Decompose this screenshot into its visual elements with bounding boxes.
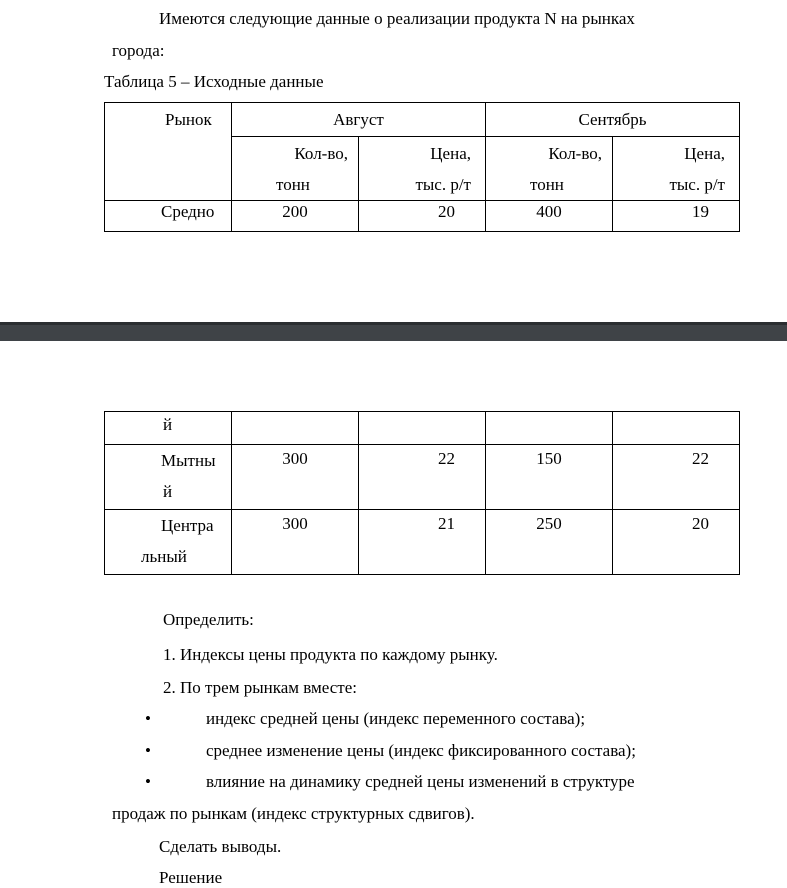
cell-sep-price-value: 19	[692, 202, 709, 221]
cell-sep-price	[613, 201, 740, 232]
cell-aug-qty-value: 200	[282, 202, 308, 221]
bullet-1-text: индекс средней цены (индекс переменного состава);	[206, 709, 586, 728]
cell-aug-price-value: 21	[438, 514, 455, 533]
cell-aug-qty-value: 300	[282, 514, 308, 533]
header-sep-price-l2: тыс. р/т	[669, 175, 725, 194]
solution-heading: Решение	[159, 868, 223, 887]
bullet-3-marker: •	[145, 772, 151, 791]
intro-line-2: города:	[112, 41, 165, 60]
header-sep-qty-l1: Кол-во,	[548, 144, 602, 163]
header-aug-price	[359, 137, 486, 201]
table-caption: Таблица 5 – Исходные данные	[104, 72, 324, 91]
row-name-line2: й	[163, 415, 173, 434]
task-item-1: 1. Индексы цены продукта по каждому рынку.	[163, 645, 498, 664]
header-sep-qty	[486, 137, 613, 201]
task-determine: Определить:	[163, 610, 254, 629]
cell-aug-qty	[232, 510, 359, 575]
bullet-3-text-line2: продаж по рынкам (индекс структурных сдвигов).	[112, 804, 475, 823]
header-sep-qty-l2: тонн	[530, 175, 564, 194]
row-name-line1: Средно	[161, 202, 215, 221]
bullet-3-text-line1: влияние на динамику средней цены изменений в структуре	[206, 772, 635, 791]
cell-sep-qty-value: 150	[536, 449, 562, 468]
task-conclusion: Сделать выводы.	[159, 837, 282, 856]
header-aug-price-l2: тыс. р/т	[415, 175, 471, 194]
header-market-label: Рынок	[165, 110, 212, 129]
bullet-1-marker: •	[145, 709, 151, 728]
cell-aug-price-value: 22	[438, 449, 455, 468]
empty-cell	[486, 412, 613, 445]
bullet-2-marker: •	[145, 741, 151, 760]
intro-line-1: Имеются следующие данные о реализации продукта N на рынках	[159, 9, 635, 28]
empty-cell	[613, 412, 740, 445]
cell-sep-qty	[486, 201, 613, 232]
header-august-label: Август	[333, 110, 384, 129]
cell-sep-qty-value: 250	[536, 514, 562, 533]
row-name-line2: й	[163, 482, 173, 501]
header-aug-qty-l1: Кол-во,	[294, 144, 348, 163]
header-sep-price	[613, 137, 740, 201]
page-break-divider	[0, 322, 787, 341]
cell-aug-qty-value: 300	[282, 449, 308, 468]
row-name-line1: Центра	[161, 516, 214, 535]
cell-aug-qty	[232, 201, 359, 232]
empty-cell	[232, 412, 359, 445]
cell-sep-qty-value: 400	[536, 202, 562, 221]
data-table-top	[104, 102, 740, 232]
row-name-continued	[105, 412, 232, 445]
data-table-bottom	[104, 411, 740, 575]
cell-sep-price-value: 20	[692, 514, 709, 533]
bullet-2-text: среднее изменение цены (индекс фиксированного состава);	[206, 741, 636, 760]
header-september-label: Сентябрь	[578, 110, 647, 129]
cell-sep-price-value: 22	[692, 449, 709, 468]
header-sep-price-l1: Цена,	[684, 144, 725, 163]
cell-aug-qty	[232, 445, 359, 510]
cell-sep-price	[613, 445, 740, 510]
header-aug-price-l1: Цена,	[430, 144, 471, 163]
header-market	[105, 103, 232, 201]
row-name-line2: льный	[141, 547, 187, 566]
row-name	[105, 445, 232, 510]
header-august	[232, 103, 486, 137]
cell-sep-qty	[486, 510, 613, 575]
row-name-line1: Мытны	[161, 451, 216, 470]
cell-sep-price	[613, 510, 740, 575]
cell-aug-price	[359, 510, 486, 575]
header-september	[486, 103, 740, 137]
cell-sep-qty	[486, 445, 613, 510]
task-item-2: 2. По трем рынкам вместе:	[163, 678, 357, 697]
empty-cell	[359, 412, 486, 445]
row-name	[105, 510, 232, 575]
cell-aug-price-value: 20	[438, 202, 455, 221]
header-aug-qty	[232, 137, 359, 201]
header-aug-qty-l2: тонн	[276, 175, 310, 194]
row-name	[105, 201, 232, 232]
cell-aug-price	[359, 445, 486, 510]
cell-aug-price	[359, 201, 486, 232]
